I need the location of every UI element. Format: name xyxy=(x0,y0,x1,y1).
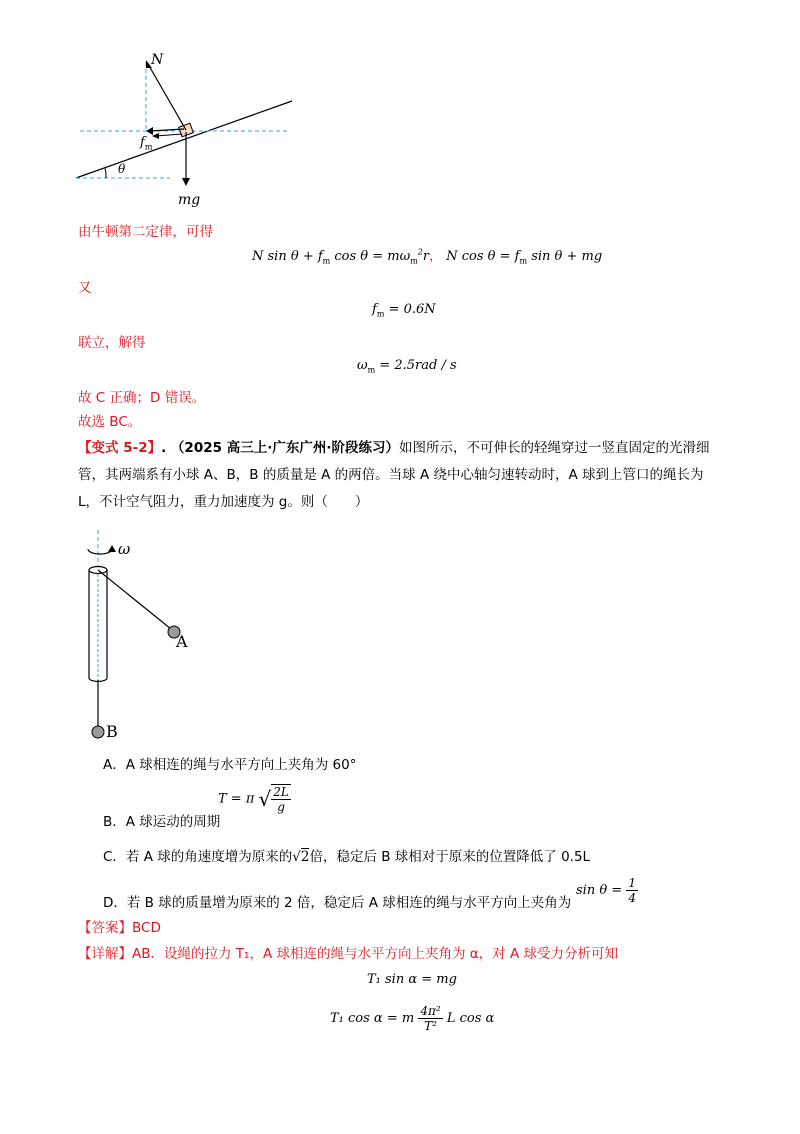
option-c xyxy=(103,845,590,865)
choice-line: 故选 BC。 xyxy=(78,414,142,430)
exp-eq2-right: L cos α xyxy=(446,1011,495,1026)
option-d-formula xyxy=(576,876,638,905)
newton-law-line: 由牛顿第二定律，可得 xyxy=(78,224,213,240)
figure-incline-force-diagram xyxy=(60,40,360,240)
equation-fm xyxy=(372,302,436,319)
eq2-sub: m xyxy=(376,309,385,319)
exp-eq2-den: T² xyxy=(424,1019,437,1033)
eq1-right-sub: m xyxy=(519,256,528,266)
problem-line-1 xyxy=(78,438,709,458)
label-fm xyxy=(140,135,152,152)
eq1-left: N sin θ + f xyxy=(252,249,323,264)
problem-text-1: 如图所示，不可伸长的轻绳穿过一竖直固定的光滑细 xyxy=(398,440,710,456)
explanation-line-1: 【详解】AB．设绳的拉力 T₁，A 球相连的绳与水平方向上夹角为 α，对 A 球受力分析可知 xyxy=(78,946,618,962)
label-mg: mg xyxy=(178,192,201,208)
label-theta: θ xyxy=(118,162,126,176)
option-d-left: sin θ = xyxy=(576,883,623,898)
eq3-main: ω xyxy=(357,358,368,373)
problem-source: . （2025 高三上·广东广州·阶段练习） xyxy=(161,440,399,456)
option-a: A．A 球相连的绳与水平方向上夹角为 60° xyxy=(103,757,357,773)
label-fm-sub: m xyxy=(144,142,153,152)
label-n: N xyxy=(151,52,164,68)
also-line: 又 xyxy=(78,280,92,296)
option-c-suffix: 倍，稳定后 B 球相对于原来的位置降低了 0.5L xyxy=(309,849,591,865)
option-b-num: 2L xyxy=(273,785,289,799)
eq2-main: f xyxy=(372,302,377,317)
eq3-sub: m xyxy=(367,365,376,375)
exp-eq2-frac xyxy=(418,1004,442,1033)
explanation-eq1: T₁ sin α = mg xyxy=(367,972,457,987)
eq1-right: N cos θ = f xyxy=(446,249,520,264)
problem-line-2: 管，其两端系有小球 A、B，B 的质量是 A 的两倍。当球 A 绕中心轴匀速转动时，A 球到上管口的绳长为 xyxy=(78,467,704,483)
sqrt-sign: √ xyxy=(258,787,272,811)
eq1-omega-sub: m xyxy=(410,256,418,266)
exp-eq2-num: 4π² xyxy=(420,1004,441,1018)
eq1-omega-sup: 2 xyxy=(417,247,423,257)
option-d: D．若 B 球的质量增为原来的 2 倍，稳定后 A 球相连的绳与水平方向上夹角为 xyxy=(103,895,572,911)
label-fm-main: f xyxy=(140,135,145,150)
option-d-den: 4 xyxy=(628,891,636,905)
option-b-den: g xyxy=(277,800,285,814)
combine-line: 联立，解得 xyxy=(78,335,146,351)
eq1-left-sub: m xyxy=(322,256,331,266)
eq3-rest: = 2.5rad / s xyxy=(375,358,457,373)
option-c-sqrt-val: 2 xyxy=(300,849,310,865)
option-d-frac xyxy=(626,876,638,905)
conclusion-line: 故 C 正确；D 错误。 xyxy=(78,390,206,406)
option-b: B．A 球运动的周期 xyxy=(103,814,221,830)
eq1-right-rest: sin θ + mg xyxy=(527,249,603,264)
label-a: A xyxy=(176,632,188,651)
option-b-t: T = π xyxy=(218,791,255,807)
option-b-frac xyxy=(271,784,291,814)
eq1-left-rest: cos θ = mω xyxy=(330,249,411,264)
equation-omega xyxy=(357,358,457,375)
option-c-prefix: C．若 A 球的角速度增为原来的 xyxy=(103,849,293,865)
label-omega: ω xyxy=(118,540,131,558)
option-c-sqrt: √2 xyxy=(292,849,310,865)
explanation-eq2 xyxy=(330,1004,494,1033)
option-d-num: 1 xyxy=(628,876,636,890)
eq2-rest: = 0.6N xyxy=(384,302,436,317)
answer-line: 【答案】BCD xyxy=(78,920,161,936)
exp-eq2-left: T₁ cos α = m xyxy=(330,1011,415,1026)
eq1-sep: ， xyxy=(429,249,443,264)
label-b: B xyxy=(106,722,118,741)
eq1-r: r xyxy=(422,249,430,264)
option-b-formula xyxy=(218,784,291,814)
problem-tag: 【变式 5-2】 xyxy=(78,440,162,456)
equation-newton xyxy=(252,245,602,266)
problem-line-3: L，不计空气阻力，重力加速度为 g。则（ ） xyxy=(78,494,369,510)
